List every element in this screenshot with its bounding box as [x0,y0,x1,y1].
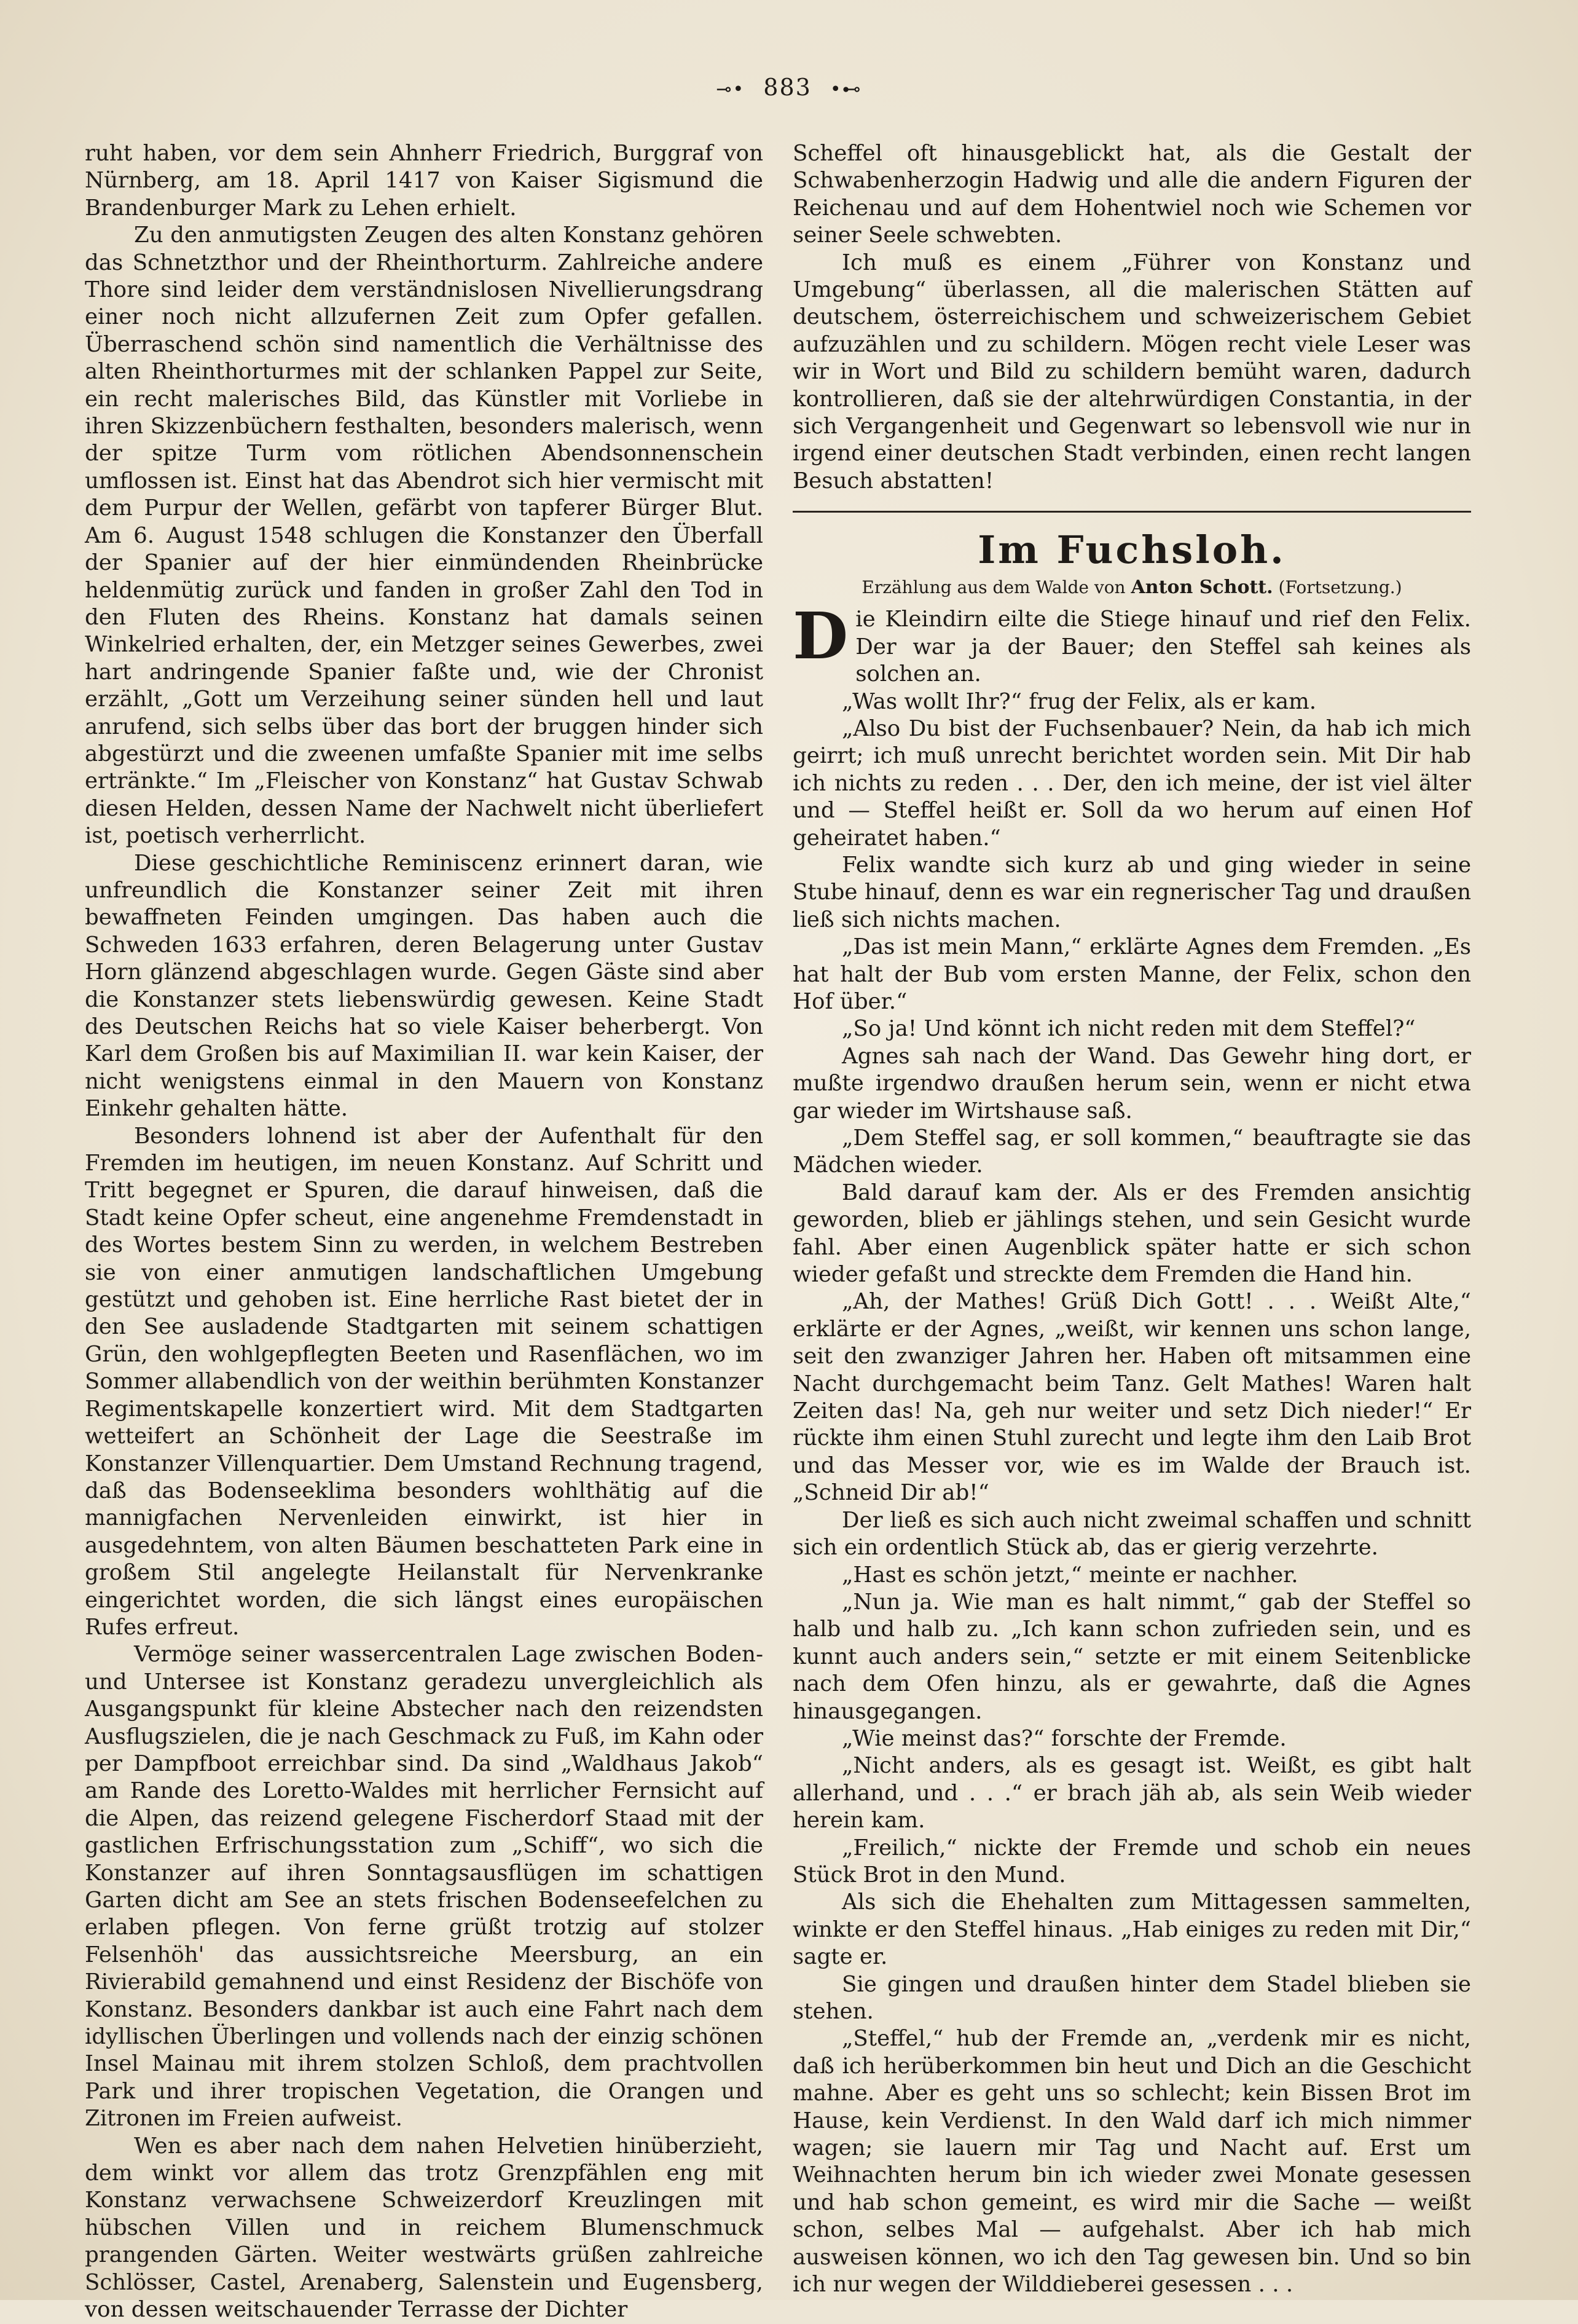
story-subtitle-prefix: Erzählung aus dem Walde von [862,577,1126,598]
story-subtitle [793,575,1471,600]
story-paragraph: „Dem Steffel sag, er soll kommen,“ beauftragte sie das Mädchen wieder. [793,1125,1471,1178]
ornament-left: ⊸• [716,79,745,100]
story-title: Im Fuchsloh. [978,527,1286,573]
right-paragraph-2: Ich muß es einem „Führer von Konstanz und Umgebung“ überlassen, all die malerischen Stätten auf deutschem, österreichischem und schweizerischem Gebiet aufzuzählen und zu schildern. Mögen recht viele Leser was wir in Wort und Bild zu schildern bemüht waren, dadurch kontrollieren, daß sie der altehrwürdigen Constantia, in der sich Vergangenheit und Gegenwart so lebensvoll wie nur in irgend einer deutschen Stadt verbinden, einen recht langen Besuch abstatten! [793,250,1471,494]
story-paragraph: „Nicht anders, als es gesagt ist. Weißt, es gibt halt allerhand, und . . .“ er brach jäh ab, als sein Weib wieder herein kam. [793,1753,1471,1834]
story-paragraph: „So ja! Und könnt ich nicht reden mit dem Steffel?“ [842,1016,1416,1042]
section-divider [793,511,1471,513]
story-paragraph: Bald darauf kam der. Als er des Fremden ansichtig geworden, blieb er jählings stehen, und sein Gesicht wurde fahl. Aber einen Augenblick später hatte er sich schon wieder gefaßt und streckte dem Fremden die Hand hin. [793,1180,1471,1288]
right-paragraph-1: Scheffel oft hinausgeblickt hat, als die Gestalt der Schwabenherzogin Hadwig und alle die andern Figuren der Reichenau und auf dem Hohentwiel noch wie Schemen vor seiner Seele schwebten. [793,141,1471,248]
story-paragraph: Agnes sah nach der Wand. Das Gewehr hing dort, er mußte irgendwo draußen herum sein, wenn er nicht etwa gar wieder im Wirtshause saß. [793,1043,1471,1124]
story-first-paragraph-text: ie Kleindirn eilte die Stiege hinauf und rief den Felix. Der war ja der Bauer; den Steffel sah keines als solchen an. [855,607,1471,687]
story-author: Anton Schott. [1131,577,1273,599]
ornament-right: •⊷ [830,79,862,100]
story-paragraph: „Nun ja. Wie man es halt nimmt,“ gab der Steffel so halb und halb zu. „Ich kann schon zufrieden sein, und es kunnt auch anders sein,“ setzte er mit einem Seitenblicke nach dem Ofen hinzu, als er gewahrte, daß die Agnes hinausgegangen. [793,1589,1471,1724]
story-paragraph: Als sich die Ehehalten zum Mittagessen sammelten, winkte er den Steffel hinaus. „Hab einiges zu reden mit Dir,“ sagte er. [793,1889,1471,1970]
page-number: 883 [763,74,812,101]
left-paragraph-6: Wen es aber nach dem nahen Helvetien hinüberzieht, dem winkt vor allem das trotz Grenzpfählen eng mit Konstanz verwachsene Schweizerdorf Kreuzlingen mit hübschen Villen und in reichem Blumenschmuck prangenden Gärten. Weiter westwärts grüßen zahlreiche Schlösser, Castel, Arenaberg, Salenstein und Eugensberg, von dessen weitschauender Terrasse der Dichter [85,2133,763,2323]
left-paragraph-2: Zu den anmutigsten Zeugen des alten Konstanz gehören das Schnetzthor und der Rheinthorturm. Zahlreiche andere Thore sind leider dem verständnislosen Nivellierungsdrang einer noch nicht allzufernen Zeit zum Opfer gefallen. Überraschend schön sind namentlich die Verhältnisse des alten Rheinthorturmes mit der schlanken Pappel zur Seite, ein recht malerisches Bild, das Künstler mit Vorliebe in ihren Skizzenbüchern festhalten, besonders malerisch, wenn der spitze Turm vom rötlichen Abendsonnenschein umflossen ist. Einst hat das Abendrot sich hier vermischt mit dem Purpur der Wellen, gefärbt von tapferer Bürger Blut. Am 6. August 1548 schlugen die Konstanzer den Überfall der Spanier auf der hier einmündenden Rheinbrücke heldenmütig zurück und fanden in großer Zahl den Tod in den Fluten des Rheins. Konstanz hat damals seinen Winkelried erhalten, der, ein Metzger seines Gewerbes, zwei hart andringende Spanier faßte und, wie der Chronist erzählt, „Gott um Verzeihung seiner sünden hell und laut anrufend, sich selbs über das bort der bruggen hinder sich abgestürzt und die zweenen umfaßte Spanier mit ime selbs ertränkte.“ Im „Fleischer von Konstanz“ hat Gustav Schwab diesen Helden, dessen Name der Nachwelt nicht überliefert ist, poetisch verherrlicht. [85,223,763,849]
story-paragraph: „Steffel,“ hub der Fremde an, „verdenk mir es nicht, daß ich herüberkommen bin heut und Dich an die Geschicht mahne. Aber es geht uns so schlecht; kein Bissen Brot im Hause, kein Verdienst. In den Wald darf ich mich nimmer wagen; sie lauern mir Tag und Nacht auf. Erst um Weihnachten herum bin ich wieder zwei Monate gesessen und hab schon gemeint, es wird mir die Sache — weißt schon, selbes Mal — aufgehalst. Aber ich hab mich ausweisen können, wo ich den Tag gewesen bin. Und so bin ich nur wegen der Wilddieberei gesessen . . . [793,2026,1471,2298]
left-paragraph-3: Diese geschichtliche Reminiscenz erinnert daran, wie unfreundlich die Konstanzer seiner Zeit mit ihren bewaffneten Feinden umgingen. Das haben auch die Schweden 1633 erfahren, deren Belagerung unter Gustav Horn glänzend abgeschlagen wurde. Gegen Gäste sind aber die Konstanzer stets liebenswürdig gewesen. Keine Stadt des Deutschen Reichs hat so viele Kaiser beherbergt. Von Karl dem Großen bis auf Maximilian II. war kein Kaiser, der nicht wenigstens einmal in den Mauern von Konstanz Einkehr gehalten hätte. [85,850,763,1122]
story-paragraph: „Hast es schön jetzt,“ meinte er nachher. [842,1562,1298,1588]
left-paragraph-1: ruht haben, vor dem sein Ahnherr Friedrich, Burggraf von Nürnberg, am 18. April 1417 von Kaiser Sigismund die Brandenburger Mark zu Lehen erhielt. [85,141,763,221]
story-paragraph: „Wie meinst das?“ forschte der Fremde. [842,1725,1287,1751]
story-paragraph: „Was wollt Ihr?“ frug der Felix, als er kam. [842,688,1317,714]
story-paragraph: „Ah, der Mathes! Grüß Dich Gott! . . . Weißt Alte,“ erklärte er der Agnes, „weißt, wir kennen uns schon lange, seit den zwanziger Jahren her. Haben oft mitsammen eine Nacht durchgemacht beim Tanz. Gelt Mathes! Waren halt Zeiten das! Na, geh nur weiter und setz Dich nieder!“ Er rückte ihm einen Stuhl zurecht und legte ihm den Laib Brot und das Messer vor, wie es im Walde der Brauch ist. „Schneid Dir ab!“ [793,1289,1471,1506]
story-paragraph: Der ließ es sich auch nicht zweimal schaffen und schnitt sich ein ordentlich Stück ab, das er gierig verzehrte. [793,1507,1471,1561]
story-paragraph: „Das ist mein Mann,“ erklärte Agnes dem Fremden. „Es hat halt der Bub vom ersten Manne, der Felix, schon den Hof über.“ [793,934,1471,1014]
page-header [0,74,1578,101]
left-paragraph-4: Besonders lohnend ist aber der Aufenthalt für den Fremden im heutigen, im neuen Konstanz. Auf Schritt und Tritt begegnet er Spuren, die darauf hinweisen, daß die Stadt keine Opfer scheut, eine angenehme Fremdenstadt in des Wortes bestem Sinn zu werden, in welchem Bestreben sie von einer anmutigen landschaftlichen Umgebung gestützt und gehoben ist. Eine herrliche Rast bietet der in den See ausladende Stadtgarten mit seinem schattigen Grün, den wohlgepflegten Beeten und Rasenflächen, wo im Sommer allabendlich von der weithin berühmten Konstanzer Regimentskapelle konzertiert wird. Mit dem Stadtgarten wetteifert an Schönheit der Lage die Seestraße im Konstanzer Villenquartier. Dem Umstand Rechnung tragend, daß das Bodenseeklima besonders wohlthätig auf die mannigfachen Nervenleiden einwirkt, ist hier in ausgedehntem, von alten Bäumen beschatteten Park eine in großem Stil angelegte Heilanstalt für Nervenkranke eingerichtet worden, die sich längst eines europäischen Rufes erfreut. [85,1123,763,1640]
story-paragraph: Sie gingen und draußen hinter dem Stadel blieben sie stehen. [793,1971,1471,2024]
story-paragraph: Felix wandte sich kurz ab und ging wieder in seine Stube hinauf, denn es war ein regnerischer Tag und draußen ließ sich nichts machen. [793,852,1471,932]
story-paragraph: „Freilich,“ nickte der Fremde und schob ein neues Stück Brot in den Mund. [793,1835,1471,1888]
story-first-paragraph [793,598,1471,688]
story-continuation: (Fortsetzung.) [1278,577,1402,598]
right-column [793,140,1471,2298]
story-paragraph: „Also Du bist der Fuchsenbauer? Nein, da hab ich mich geirrt; ich muß unrecht berichtet worden sein. Mit Dir hab ich nichts zu reden . . . Der, den ich meine, der ist viel älter und — Steffel heißt er. Soll da wo herum auf einen Hof geheiratet haben.“ [793,715,1471,851]
left-column [85,140,763,2324]
drop-cap: D [793,598,849,674]
left-paragraph-5: Vermöge seiner wassercentralen Lage zwischen Boden- und Untersee ist Konstanz geradezu unvergleichlich als Ausgangspunkt für kleine Abstecher nach den reizendsten Ausflugszielen, die je nach Geschmack zu Fuß, im Kahn oder per Dampfboot erreichbar sind. Da sind „Waldhaus Jakob“ am Rande des Loretto-Waldes mit herrlicher Fernsicht auf die Alpen, das reizend gelegene Fischerdorf Staad mit der gastlichen Erfrischungsstation zum „Schiff“, wo sich die Konstanzer auf ihren Sonntagsausflügen im schattigen Garten dicht am See an stets frischen Bodenseefelchen zu erlaben pflegen. Von ferne grüßt trotzig auf stolzer Felsenhöh' das aussichtsreiche Meersburg, an ein Rivierabild gemahnend und einst Residenz der Bischöfe von Konstanz. Besonders dankbar ist auch eine Fahrt nach dem idyllischen Überlingen und vollends nach der einzig schönen Insel Mainau mit ihrem stolzen Schloß, dem prachtvollen Park und ihrer tropischen Vegetation, die Orangen und Zitronen im Freien aufweist. [85,1642,763,2132]
